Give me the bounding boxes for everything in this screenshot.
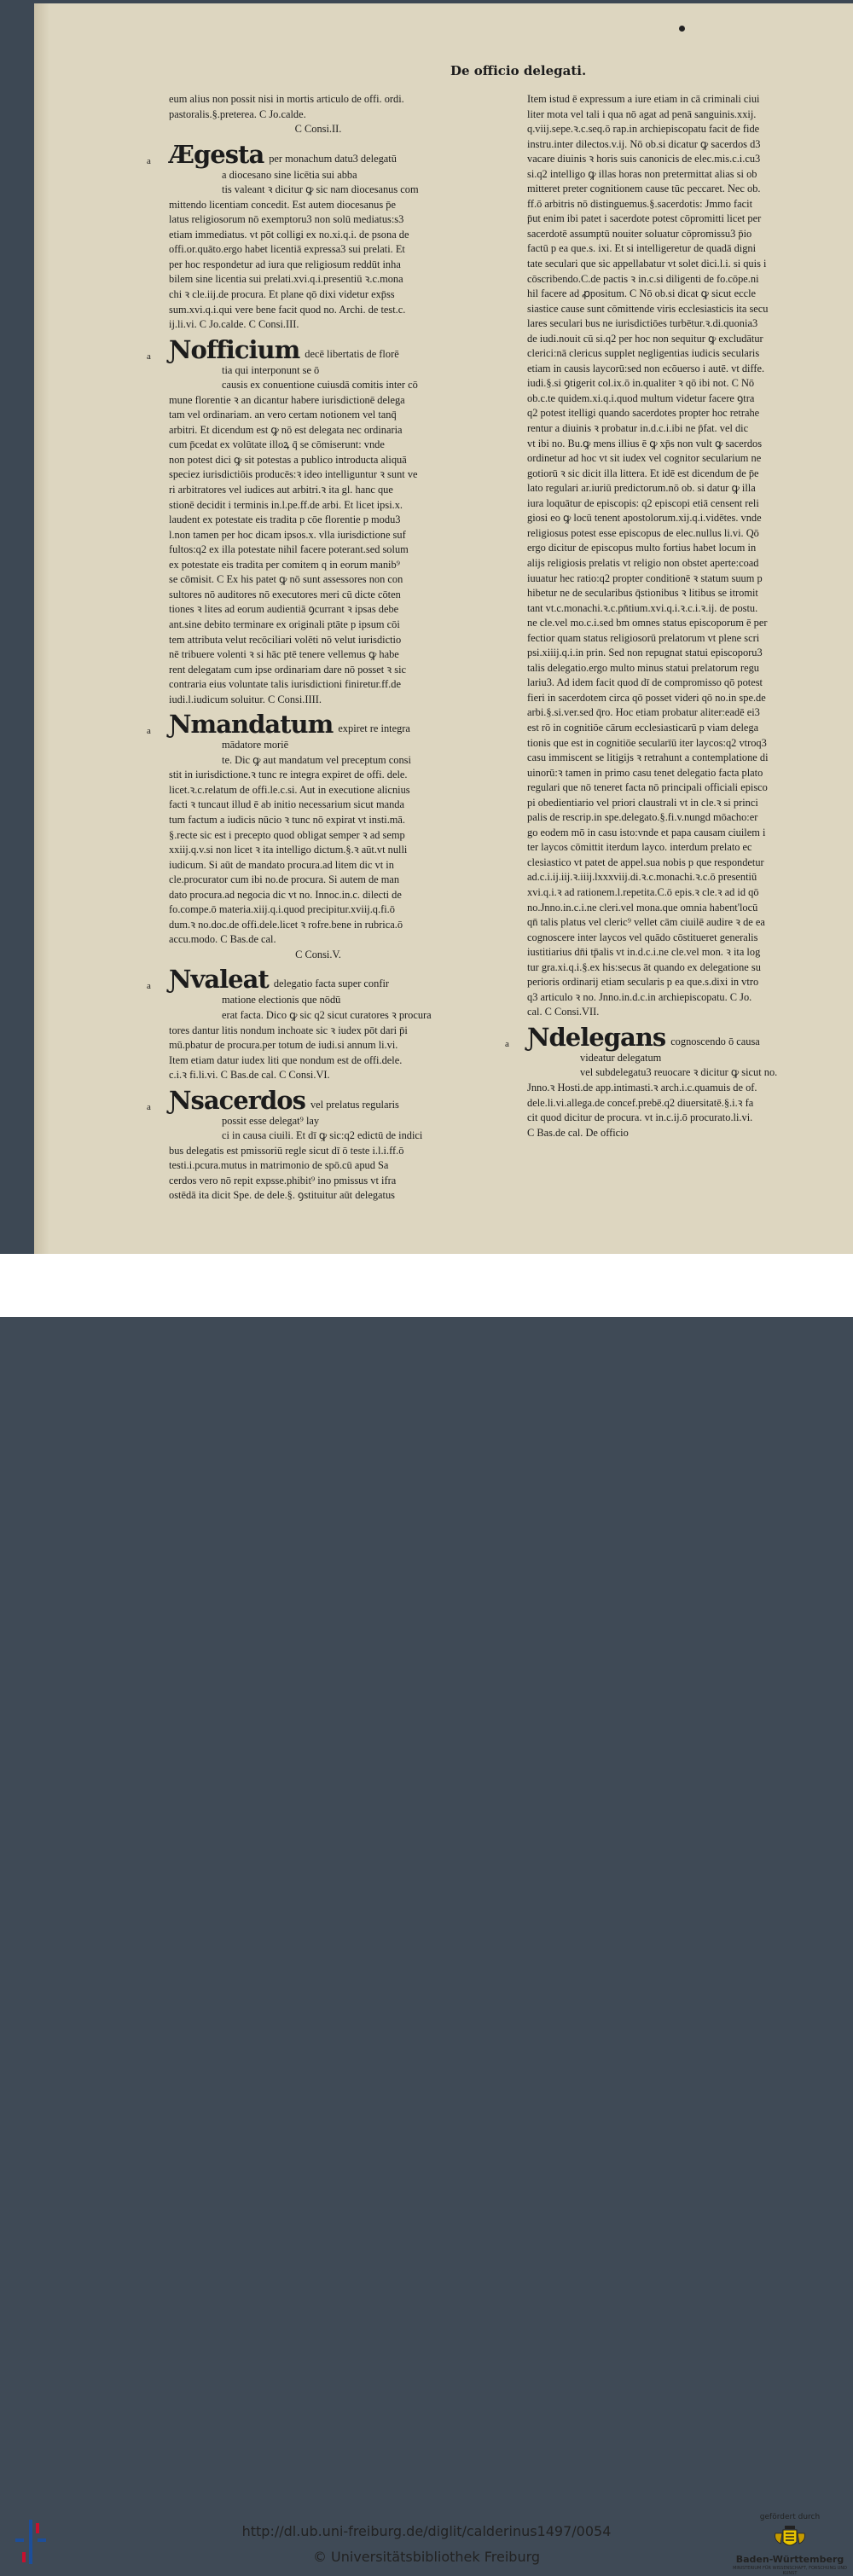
text-line: etiam in causis laycorū:sed non ecōuerso i autē. vt diffe. <box>527 362 765 374</box>
text-line: de iudi.nouit cū si.q2 per hoc non sequitur ꝙ excludātur <box>527 332 763 345</box>
text-line: latus religiosorum nō exemptoru3 non solū mediatus:s3 <box>169 213 404 226</box>
lemma-continuation: delegatio facta super confir <box>273 978 390 990</box>
text-line: ad.c.i.ij.iij.ꝛ.iiij.lxxxviij.di.ꝛ.c.monachi.ꝛ.c.ō presentiū <box>527 871 757 884</box>
text-line: perioris ordinarij etiam secularis p ea que.s.dixi in vtro <box>527 976 759 989</box>
text-line: cognoscere inter laycos vel quādo cōstitueret generalis <box>527 931 758 943</box>
text-line: tem attributa velut recōciliari volēti nō velut iurisdictio <box>169 633 402 646</box>
lemma-continuation: decē libertatis de florē <box>305 347 399 360</box>
text-line: tant vt.c.monachi.ꝛ.c.pn̄tium.xvi.q.i.ꝛ.c.i.ꝛ.ij. de postu. <box>527 601 758 614</box>
coat-of-arms-icon <box>772 2525 808 2552</box>
text-line: tam vel ordinariam. an vero certam notionem vel tanq̄ <box>169 409 397 421</box>
page-gutter-shadow <box>34 3 49 1254</box>
text-line: tionis que est in cognitiōe secularīū iter laycos:q2 vtroq3 <box>527 736 767 749</box>
text-line: hil facere ad ꝓpositum. C Nō ob.si dicat ꝙ sicut eccle <box>527 287 757 300</box>
text-line: xvi.q.i.ꝛ ad rationem.l.repetita.C.ō epis.ꝛ cle.ꝛ ad id qō <box>527 885 759 898</box>
lemma-word: Ɲsacerdos <box>169 1085 305 1115</box>
text-line: l.non tamen per hoc dicam ipsos.x. vlla iurisdictione suf <box>169 528 406 541</box>
text-line: ant.sine debito terminare ex originali ptāte p ipsum cōi <box>169 618 400 630</box>
lemma-heading <box>147 333 467 364</box>
text-line: testi.i.pcura.mutus in matrimonio de spō.cū apud Sa <box>169 1159 389 1172</box>
text-line: cerdos vero nō repit expsse.phibit⁹ ino pmissus vt ifra <box>169 1174 397 1186</box>
text-line: sacerdotē assumptū nouiter soluatur cōpromissu3 p̄io <box>527 227 752 240</box>
text-line: cal. C Consi.VII. <box>527 1006 600 1018</box>
text-line: rent delegatam cum ipse ordinariam dare nō posset ꝛ sic <box>169 663 407 676</box>
running-head: De officio delegati. <box>450 63 587 78</box>
text-line: ci in causa ciuili. Et dī ꝙ sic:q2 edictū de indici <box>222 1129 423 1142</box>
text-line: mitteret preter cognitionem cause tūc peccaret. Nec ob. <box>527 183 761 195</box>
text-line: chi ꝛ cle.iij.de procura. Et plane qō dixi videtur exp̄ss <box>169 288 395 301</box>
text-line: alijs religiosis prelatis vt religio non obstet aperte:coad <box>527 556 759 569</box>
text-line: regulari que nō teneret facta nō principali officiali episco <box>527 781 768 794</box>
text-line: eum alius non possit nisi in mortis articulo de offi. ordi. <box>169 93 404 105</box>
section-heading: C Consi.V. <box>295 948 341 960</box>
text-line: te. Dic ꝙ aut mandatum vel preceptum consi <box>222 753 411 766</box>
text-line: Item etiam datur iudex liti que nondum est de offi.dele. <box>169 1053 403 1066</box>
text-line: palis de rescrip.in spe.delegato.§.fi.v.nungd mōacho:er <box>527 811 758 824</box>
lemma-continuation: vel prelatus regularis <box>310 1098 399 1111</box>
text-line: iudi.l.iudicum soluitur. C Consi.IIII. <box>169 693 322 705</box>
text-line: siastice cause sunt cōmittende viris ecclesiasticis ita secu <box>527 302 769 315</box>
text-line: Item istud ē expressum a iure etiam in cā criminali ciui <box>527 93 760 105</box>
lemma-heading <box>147 707 467 740</box>
text-line: casu immiscent se litigijs ꝛ retrahunt a contemplatione di <box>527 751 769 764</box>
text-line: q.viij.sepe.ꝛ.c.seq.ō rap.in archiepiscopatu facit de fide <box>527 123 760 136</box>
text-line: talis delegatio.ergo multo minus statui prelatorum regu <box>527 661 759 674</box>
text-line: ff.ō arbitris nō distinguemus.§.sacerdotis: Jmmo facit <box>527 197 753 210</box>
text-line: lares seculari bus ne iurisdictiōes turbētur.ꝛ.di.quonia3 <box>527 317 758 330</box>
margin-letter: a <box>147 981 151 992</box>
text-line: speciez iurisdictiōis producēs:ꝛ ideo intelliguntur ꝛ sunt ve <box>169 468 418 481</box>
text-line: mādatore moriē <box>222 739 289 751</box>
copyright-text: © Universitätsbibliothek Freiburg <box>312 2549 541 2565</box>
left-text-column <box>147 92 467 1204</box>
text-line: factū p ea que.s. ixi. Et si intelligeretur de quadā digni <box>527 242 757 255</box>
text-line: rentur a diuinis ꝛ probatur in.d.c.i.ibi ne p̄fat. vel dic <box>527 422 749 435</box>
text-line: facti ꝛ tuncaut illud ē ab initio necessarium sicut manda <box>169 798 404 811</box>
text-line: pastoralis.§.preterea. C Jo.calde. <box>169 107 306 120</box>
text-line: pi obedientiario vel priori claustrali vt in cle.ꝛ si princi <box>527 796 758 809</box>
text-line: p̄ut enim ibi patet i sacerdote potest cōpromitti licet per <box>527 212 762 225</box>
text-line: tum factum a iudicis nūcio ꝛ tunc nō expirat vt insti.mā. <box>169 813 406 826</box>
text-line: fo.compe.ō materia.xiij.q.i.quod precipitur.xviij.q.fi.ō <box>169 903 395 916</box>
text-line: possit esse delegat⁹ lay <box>222 1114 320 1127</box>
text-line: iuuatur hec ratio:q2 propter conditionē ꝛ statum suum p <box>527 571 763 584</box>
text-line: iudicum. Si aūt de mandato procura.ad litem dic vt in <box>169 858 394 871</box>
text-line: non potest dici ꝙ sit potestas a publico introducta aliquā <box>169 453 407 466</box>
right-text-column <box>505 92 826 1140</box>
text-line: iudi.§.si ꝯtigerit col.ix.ō in.qualiter ꝛ qō ibi not. C Nō <box>527 377 755 390</box>
text-line: licet.ꝛ.c.relatum de offi.le.c.si. Aut in executione alicnius <box>169 783 410 796</box>
text-line: lariu3. Ad idem facit quod dī de compromisso qō potest <box>527 676 763 689</box>
text-line: matione electionis que nōdū <box>222 994 341 1007</box>
lemma-word: Ægesta <box>169 139 264 169</box>
text-line: no.Jnno.in.c.i.ne cleri.vel mona.que omnia habent'locū <box>527 901 758 914</box>
text-line: videatur delegatum <box>580 1051 662 1064</box>
text-line: q2 potest itelligi quando sacerdotes propter hoc retrahe <box>527 407 760 420</box>
text-line: hibetur ne de secularibus q̄stionibus ꝛ litibus se itromit <box>527 587 758 600</box>
text-line: ostēdā ita dicit Spe. de dele.§. ꝯstituitur aūt delegatus <box>169 1189 396 1202</box>
lemma-heading <box>505 1020 826 1052</box>
margin-letter: a <box>147 351 151 362</box>
lemma-word: Ɲvaleat <box>169 965 269 995</box>
text-line: c.i.ꝛ fi.li.vi. C Bas.de cal. C Consi.VI. <box>169 1069 330 1082</box>
text-line: vt ibi no. Bu.ꝙ mens illius ē ꝙ xp̄s non vult ꝙ sacerdos <box>527 437 763 450</box>
sponsor-block <box>730 2513 850 2576</box>
text-line: ex potestate eis tradita per comitem q in eorum manib⁹ <box>169 558 400 571</box>
text-line: iustitiarius dn̄i tp̄alis vt in.d.c.i.ne cle.vel mon. ꝛ ita log <box>527 946 761 959</box>
text-line: iura loquātur de episcopis: q2 episcopi etiā censent reli <box>527 496 759 509</box>
text-line: tate seculari que sic appellabatur vt solet dici.l.i. si quis i <box>527 258 767 270</box>
text-line: bus delegatis est pmissoriū regle sicut dī ō teste i.l.i.ff.ō <box>169 1144 404 1157</box>
text-line: fultos:q2 ex illa potestate nihil facere poterant.sed solum <box>169 543 409 556</box>
text-line: qn̄ talis platus vel cleric⁹ vellet cām ciuilē audire ꝛ de ea <box>527 916 765 929</box>
text-line: sum.xvi.q.i.qui vere bene facit quod no. Archi. de test.c. <box>169 303 406 316</box>
text-line: Jnno.ꝛ Hosti.de app.intimasti.ꝛ arch.i.c.quamuis de of. <box>527 1082 757 1094</box>
text-line: psi.xiiij.q.i.in prin. Sed non repugnat statui episcoporu3 <box>527 647 763 659</box>
margin-letter: a <box>147 155 151 166</box>
text-line: §.recte sic est i precepto quod obligat semper ꝛ ad semp <box>169 828 405 841</box>
text-line: dato procura.ad negocia dic vt no. Innoc.in.c. dilecti de <box>169 888 402 901</box>
text-line: liter mota vel tali i qua nō agat ad penā sanguinis.xxij. <box>527 107 757 120</box>
text-line: tiones ꝛ lites ad eorum audientiā ꝯcurrant ꝛ ipsas debe <box>169 603 399 616</box>
text-line: ordinetur ad hoc vt sit iudex vel cognitor secularium ne <box>527 452 762 465</box>
text-line: vacare diuinis ꝛ horis suis canonicis de elec.mis.c.i.cu3 <box>527 153 761 165</box>
text-line: uinorū:ꝛ tamen in primo casu tenet delegatio facta plato <box>527 766 763 779</box>
text-line: laudent ex potestate eis tradita p cōe florentie p modu3 <box>169 513 401 526</box>
text-line: cōscribendo.C.de pactis ꝛ in.c.si diligenti de fo.cōpe.ni <box>527 272 759 285</box>
text-line: se cōmisit. C Ex his patet ꝙ nō sunt assessores non con <box>169 573 403 586</box>
text-line: causis ex conuentione cuiusdā comitis inter cō <box>222 379 418 392</box>
margin-letter: a <box>147 726 151 737</box>
text-line: ri arbitratores vel iudices aut arbitri.ꝛ ita gl. hanc que <box>169 484 393 496</box>
text-line: dum.ꝛ no.doc.de offi.dele.licet ꝛ rofre.bene in rubrica.ō <box>169 918 403 931</box>
text-line: giosi eo ꝙ locū tenent apostolorum.xij.q.i.vidētes. vnde <box>527 512 762 525</box>
lemma-word: Ɲmandatum <box>169 710 334 740</box>
text-line: mittendo licentiam concedit. Est autem diocesanus p̄e <box>169 198 396 211</box>
text-line: tur gra.xi.q.i.§.ex his:secus āt quando ex delegatione su <box>527 960 761 973</box>
text-line: cle.procurator cum ibi no.de procura. Si autem de man <box>169 873 400 886</box>
text-line: religiosus potest esse episcopus de elec.nullus li.vi. Qō <box>527 526 759 539</box>
text-line: a diocesano sine licētia sui abba <box>222 168 357 181</box>
text-line: mū.pbatur de procura.per totum de iudi.si annum li.vi. <box>169 1039 398 1052</box>
text-line: C Bas.de cal. De officio <box>527 1126 629 1139</box>
margin-letter: a <box>147 1101 151 1112</box>
text-line: erat facta. Dico ꝙ sic q2 sicut curatores ꝛ procura <box>222 1008 432 1021</box>
text-line: per hoc respondetur ad iura que religiosum reddūt inha <box>169 258 401 270</box>
text-line: tores dantur litis nondum inchoate sic ꝛ iudex pōt dari p̄i <box>169 1024 408 1036</box>
lemma-word: Ɲdelegans <box>527 1022 666 1052</box>
text-line: stit in iurisdictione.ꝛ tunc re integra expiret de offi. dele. <box>169 769 408 781</box>
text-line: ter laycos cōmittit iterdum layco. interdum prelato ec <box>527 841 752 854</box>
text-line: est rō in cognitiōe cārum ecclesiasticarū p viam delega <box>527 721 759 734</box>
text-line: arbi.§.si.ver.sed q̄ro. Hoc etiam probatur aliter:eadē ei3 <box>527 706 760 719</box>
text-line: dele.li.vi.allega.de concef.prebē.q2 diuersitatē.§.i.ꝛ fa <box>527 1096 754 1109</box>
text-line: bilem sine licentia sui prelati.xvi.q.i.presentiū ꝛ.c.mona <box>169 273 403 286</box>
text-line: cum p̄cedat ex volūtate illoꝝ q̄ se cōmiserunt: vnde <box>169 438 385 451</box>
ink-dot <box>679 26 685 32</box>
text-line: fectior quam status religiosorū prelatorum vt plene scri <box>527 631 760 644</box>
text-line: instru.inter dilectos.v.ij. Nō ob.si dicatur ꝙ sacerdos d3 <box>527 137 761 150</box>
text-line: lato regulari ar.iuriū predictorum.nō ob. si datur ꝙ illa <box>527 482 756 495</box>
lemma-heading <box>147 1083 467 1115</box>
text-line: stionē decidit i terminis in.l.pe.ff.de arbi. Et licet ipsi.x. <box>169 498 403 511</box>
text-line: cit quod dicitur de procura. vt in.c.ij.ō procurato.li.vi. <box>527 1111 753 1124</box>
text-line: contraria eius voluntate talis iurisdictioni finiretur.ff.de <box>169 678 401 691</box>
text-line: ij.li.vi. C Jo.calde. C Consi.III. <box>169 318 299 331</box>
text-line: gotiorū ꝛ sic dicit illa littera. Et idē est dicendum de p̄e <box>527 467 759 479</box>
section-heading: C Consi.II. <box>294 123 342 136</box>
sponsor-label: gefördert durch <box>759 2513 821 2521</box>
text-line: xxiij.q.v.si non licet ꝛ ita intelligo dictum.§.ꝛ aūt.vt nulli <box>169 844 408 856</box>
text-line: clerici:nā clericus supplet negligentias iudicis secularis <box>527 347 760 360</box>
lemma-word: Ɲofficium <box>169 334 300 364</box>
text-line: clesiastico vt patet de appel.sua nobis p que respondetur <box>527 856 764 868</box>
margin-letter: a <box>505 1038 509 1049</box>
lemma-continuation: per monachum datu3 delegatū <box>269 152 397 165</box>
text-line: q3 articulo ꝛ no. Jnno.in.d.c.in archiepiscopatu. C Jo. <box>527 990 752 1003</box>
text-line: si.q2 intelligo ꝙ illas horas non pretermittat alias si ob <box>527 167 757 180</box>
lemma-heading <box>147 962 467 995</box>
text-line: tia qui interponunt se ō <box>222 363 320 376</box>
text-line: tis valeant ꝛ dicitur ꝙ sic nam diocesanus com <box>222 183 419 196</box>
text-line: ergo dicitur de episcopus multo fortius habet locum in <box>527 542 757 554</box>
text-line: vel subdelegatu3 reuocare ꝛ dicitur ꝙ sicut no. <box>580 1066 778 1079</box>
sponsor-subtitle: MINISTERIUM FÜR WISSENSCHAFT, FORSCHUNG UND KUNST <box>733 2566 847 2576</box>
text-line: ne cle.vel mo.c.i.sed bm omnes status episcoporum ē per <box>527 617 768 629</box>
text-line: go eodem mō in casu isto:vnde et papa causam ciuilem i <box>527 826 766 838</box>
sponsor-name: Baden-Württemberg <box>735 2554 844 2565</box>
lemma-continuation: cognoscendo ō causa <box>670 1035 760 1047</box>
page-url-link[interactable]: http://dl.ub.uni-freiburg.de/diglit/calderinus1497/0054 <box>241 2523 612 2539</box>
lemma-continuation: expiret re integra <box>338 722 410 735</box>
text-line: ob.c.te quidem.xi.q.i.quod multum videtur facere ꝯtra <box>527 392 755 404</box>
text-line: nē tribuere volenti ꝛ si hāc ptē tenere vellemus ꝙ habe <box>169 648 399 661</box>
viewer-footer <box>0 1254 853 2576</box>
text-line: arbitri. Et dicendum est ꝙ nō est delegata nec ordinaria <box>169 423 403 436</box>
text-line: etiam immediatus. vt pōt colligi ex no.xi.q.i. de psona de <box>169 228 409 241</box>
lemma-heading <box>147 137 467 169</box>
text-line: fieri in sacerdotem circa qō posset videri qō no.in spe.de <box>527 691 766 704</box>
text-line: mune florentie ꝛ an dicantur habere iurisdictionē delega <box>169 393 405 406</box>
text-line: offi.or.quāto.ergo habet licentiā expressa3 sui prelati. Et <box>169 243 405 256</box>
text-line: sultores nō auditores nō executores meri cū dicte cōten <box>169 588 401 600</box>
text-line: accu.modo. C Bas.de cal. <box>169 933 276 946</box>
